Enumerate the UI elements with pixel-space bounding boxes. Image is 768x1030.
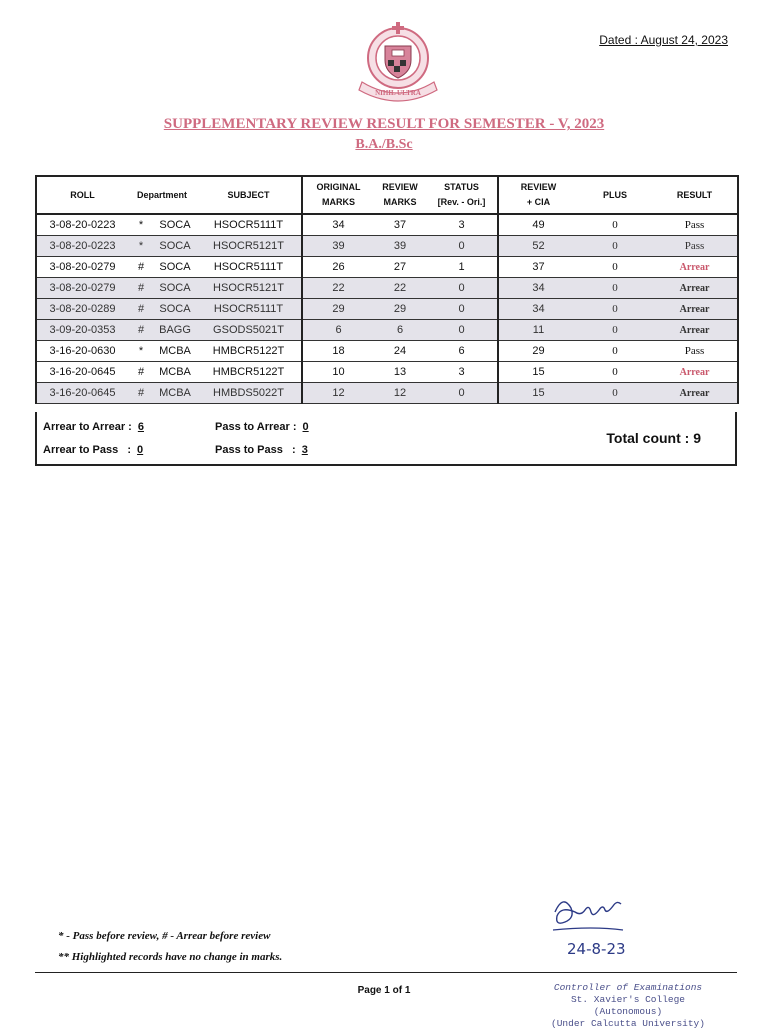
total-count: Total count : 9 <box>606 430 701 446</box>
subject-cell: HSOCR5111T <box>196 299 302 320</box>
arrear-to-pass: Arrear to Pass : 0 <box>43 444 144 456</box>
summary-box <box>35 412 737 466</box>
original-marks-cell: 39 <box>302 236 374 257</box>
original-marks-cell: 12 <box>302 383 374 404</box>
review-marker-cell: # <box>128 299 154 320</box>
header-review-cia: REVIEW + CIA <box>498 176 578 214</box>
roll-cell: 3-16-20-0645 <box>36 362 128 383</box>
status-cell: 3 <box>426 362 498 383</box>
roll-cell: 3-08-20-0289 <box>36 299 128 320</box>
plus-cell: 0 <box>578 383 652 404</box>
header-result: RESULT <box>652 176 738 214</box>
result-cell: Arrear <box>652 257 738 278</box>
table-row <box>36 236 738 257</box>
result-cell: Pass <box>652 236 738 257</box>
status-cell: 0 <box>426 236 498 257</box>
result-cell: Arrear <box>652 362 738 383</box>
plus-cell: 0 <box>578 341 652 362</box>
review-cia-cell: 49 <box>498 214 578 236</box>
roll-cell: 3-08-20-0279 <box>36 278 128 299</box>
subject-cell: HMBDS5022T <box>196 383 302 404</box>
arrear-to-arrear: Arrear to Arrear : 6 <box>43 421 144 433</box>
original-marks-cell: 6 <box>302 320 374 341</box>
table-row <box>36 341 738 362</box>
controller-stamp: Controller of Examinations St. Xavier's College (Autonomous) (Under Calcutta University) <box>551 982 705 1029</box>
status-cell: 6 <box>426 341 498 362</box>
review-marker-cell: # <box>128 320 154 341</box>
legend-note: * - Pass before review, # - Arrear before review <box>58 930 271 942</box>
review-marker-cell: * <box>128 236 154 257</box>
department-cell: SOCA <box>154 236 196 257</box>
review-cia-cell: 15 <box>498 362 578 383</box>
review-marker-cell: # <box>128 383 154 404</box>
review-cia-cell: 37 <box>498 257 578 278</box>
header-review-marks: REVIEW MARKS <box>374 176 426 214</box>
review-cia-cell: 52 <box>498 236 578 257</box>
review-cia-cell: 34 <box>498 299 578 320</box>
plus-cell: 0 <box>578 278 652 299</box>
subject-cell: HSOCR5111T <box>196 214 302 236</box>
page-subtitle: B.A./B.Sc <box>355 137 413 152</box>
review-cia-cell: 11 <box>498 320 578 341</box>
page-title: SUPPLEMENTARY REVIEW RESULT FOR SEMESTER - V, 2023 <box>163 116 605 132</box>
plus-cell: 0 <box>578 362 652 383</box>
roll-cell: 3-08-20-0279 <box>36 257 128 278</box>
review-marker-cell: * <box>128 214 154 236</box>
original-marks-cell: 29 <box>302 299 374 320</box>
review-marks-cell: 22 <box>374 278 426 299</box>
header-subject: SUBJECT <box>196 176 302 214</box>
header-plus: PLUS <box>578 176 652 214</box>
review-marks-cell: 27 <box>374 257 426 278</box>
subject-cell: HMBCR5122T <box>196 341 302 362</box>
subject-cell: HSOCR5121T <box>196 278 302 299</box>
header-status: STATUS [Rev. - Ori.] <box>426 176 498 214</box>
review-marker-cell: * <box>128 341 154 362</box>
result-cell: Arrear <box>652 299 738 320</box>
department-cell: SOCA <box>154 257 196 278</box>
subject-cell: HMBCR5122T <box>196 362 302 383</box>
review-marks-cell: 12 <box>374 383 426 404</box>
department-cell: SOCA <box>154 299 196 320</box>
review-marks-cell: 13 <box>374 362 426 383</box>
pass-to-pass: Pass to Pass : 3 <box>215 444 308 456</box>
table-row <box>36 383 738 404</box>
table-row <box>36 320 738 341</box>
college-logo <box>348 20 448 104</box>
page-number: Page 1 of 1 <box>357 985 411 996</box>
original-marks-cell: 22 <box>302 278 374 299</box>
dated-text: Dated : August 24, 2023 <box>599 33 728 47</box>
review-marker-cell: # <box>128 257 154 278</box>
original-marks-cell: 18 <box>302 341 374 362</box>
header-original-marks: ORIGINAL MARKS <box>302 176 374 214</box>
status-cell: 0 <box>426 320 498 341</box>
result-cell: Arrear <box>652 320 738 341</box>
roll-cell: 3-08-20-0223 <box>36 236 128 257</box>
review-cia-cell: 29 <box>498 341 578 362</box>
review-cia-cell: 34 <box>498 278 578 299</box>
result-cell: Arrear <box>652 383 738 404</box>
subject-cell: GSODS5021T <box>196 320 302 341</box>
plus-cell: 0 <box>578 236 652 257</box>
signature-date: 24-8-23 <box>567 940 626 958</box>
result-cell: Arrear <box>652 278 738 299</box>
original-marks-cell: 34 <box>302 214 374 236</box>
table-row <box>36 214 738 236</box>
pass-to-arrear: Pass to Arrear : 0 <box>215 421 309 433</box>
subject-cell: HSOCR5121T <box>196 236 302 257</box>
department-cell: BAGG <box>154 320 196 341</box>
department-cell: MCBA <box>154 341 196 362</box>
result-cell: Pass <box>652 341 738 362</box>
original-marks-cell: 10 <box>302 362 374 383</box>
subject-cell: HSOCR5111T <box>196 257 302 278</box>
department-cell: MCBA <box>154 383 196 404</box>
roll-cell: 3-16-20-0630 <box>36 341 128 362</box>
result-cell: Pass <box>652 214 738 236</box>
status-cell: 1 <box>426 257 498 278</box>
roll-cell: 3-16-20-0645 <box>36 383 128 404</box>
status-cell: 3 <box>426 214 498 236</box>
review-marks-cell: 29 <box>374 299 426 320</box>
department-cell: SOCA <box>154 278 196 299</box>
table-row <box>36 257 738 278</box>
department-cell: SOCA <box>154 214 196 236</box>
review-marks-cell: 6 <box>374 320 426 341</box>
highlight-note: ** Highlighted records have no change in marks. <box>58 951 283 963</box>
plus-cell: 0 <box>578 299 652 320</box>
roll-cell: 3-09-20-0353 <box>36 320 128 341</box>
table-row <box>36 362 738 383</box>
review-marker-cell: # <box>128 278 154 299</box>
table-row <box>36 278 738 299</box>
plus-cell: 0 <box>578 214 652 236</box>
status-cell: 0 <box>426 383 498 404</box>
plus-cell: 0 <box>578 320 652 341</box>
original-marks-cell: 26 <box>302 257 374 278</box>
roll-cell: 3-08-20-0223 <box>36 214 128 236</box>
signature <box>545 888 665 968</box>
results-table <box>35 175 739 404</box>
review-cia-cell: 15 <box>498 383 578 404</box>
review-marks-cell: 37 <box>374 214 426 236</box>
review-marker-cell: # <box>128 362 154 383</box>
status-cell: 0 <box>426 278 498 299</box>
table-header-row <box>36 176 738 214</box>
header-roll: ROLL <box>36 176 128 214</box>
status-cell: 0 <box>426 299 498 320</box>
review-marks-cell: 39 <box>374 236 426 257</box>
table-row <box>36 299 738 320</box>
department-cell: MCBA <box>154 362 196 383</box>
review-marks-cell: 24 <box>374 341 426 362</box>
footer-divider <box>35 972 737 973</box>
plus-cell: 0 <box>578 257 652 278</box>
header-department: Department <box>128 176 196 214</box>
logo-motto: NIHIL ULTRA <box>375 89 421 97</box>
